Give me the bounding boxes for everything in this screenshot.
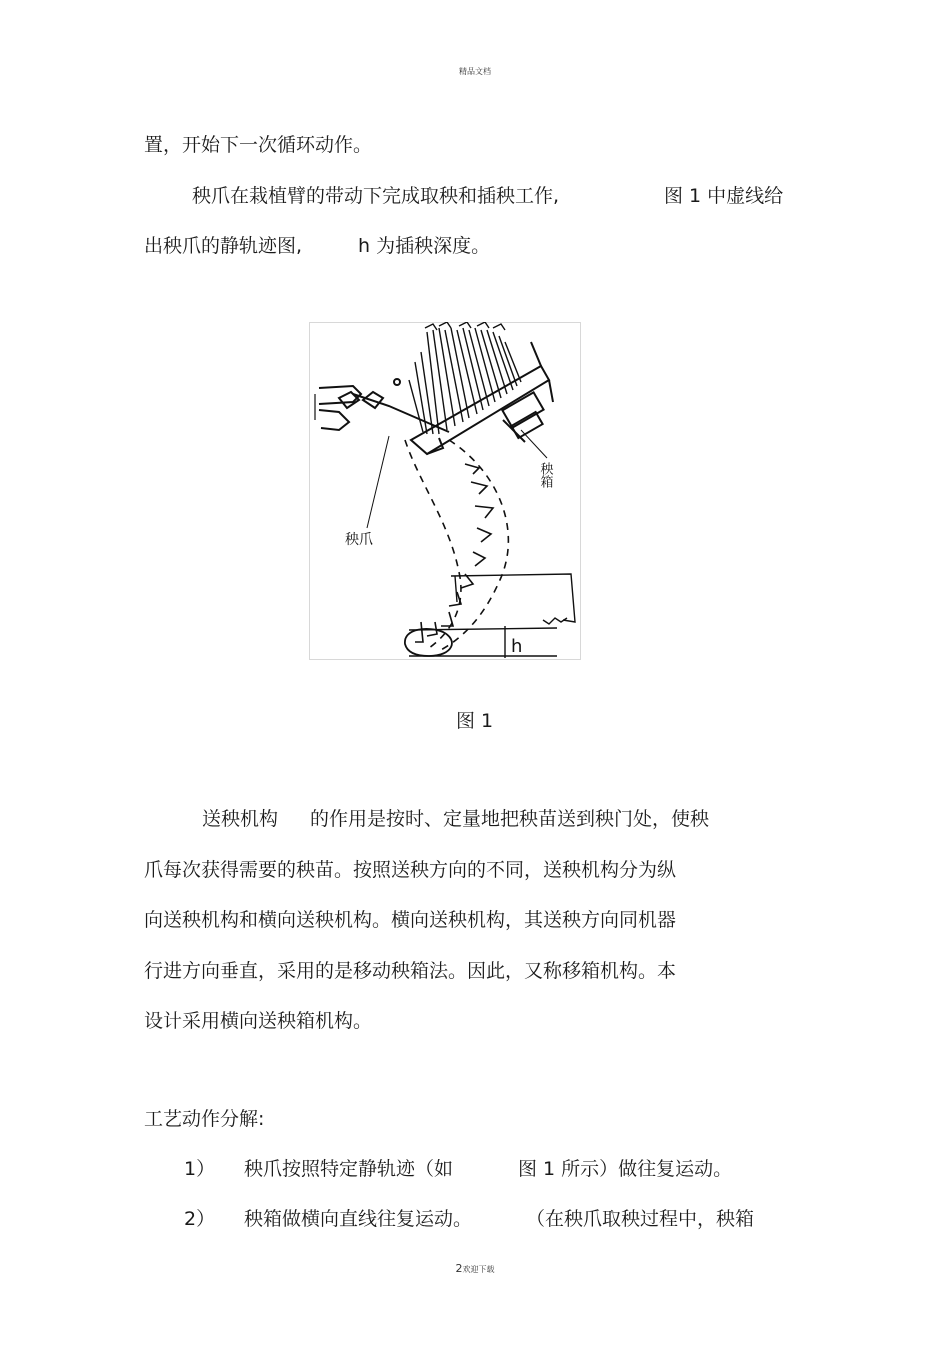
paragraph-3-line-3: 向送秧机构和横向送秧机构。横向送秧机构，其送秧方向同机器 [144,909,677,931]
transplanter-diagram [309,322,581,660]
paragraph-2-line-2b: h 为插秧深度。 [358,235,491,257]
section-heading: 工艺动作分解: [144,1108,265,1130]
page-number: 2 [455,1262,463,1275]
claw-label: 秧爪 [345,532,373,548]
list-item-2-text-b: （在秧爪取秧过程中，秧箱 [526,1208,755,1230]
paragraph-3-line-4: 行进方向垂直，采用的是移动秧箱法。因此，又称移箱机构。本 [144,960,677,982]
paragraph-2-line-2a: 出秧爪的静轨迹图, [144,235,303,257]
list-item-1-text-b: 图 1 所示）做往复运动。 [518,1158,733,1180]
depth-label: h [511,636,523,657]
figure-caption: 图 1 [456,710,494,732]
paragraph-3-line-5: 设计采用横向送秧箱机构。 [144,1010,373,1032]
transplanter-figure [309,322,581,660]
paragraph-2-line-1a: 秧爪在栽植臂的带动下完成取秧和插秧工作, [192,185,560,207]
footer-text: 欢迎下载 [462,1265,495,1274]
paragraph-2-line-1b: 图 1 中虚线给 [664,185,784,207]
list-item-2-number: 2） [184,1208,216,1230]
list-item-1-text-a: 秧爪按照特定静轨迹（如 [244,1158,454,1180]
list-item-1-number: 1） [184,1158,216,1180]
page-header: 精品文档 [459,67,491,76]
seedling-box-label: 秧箱 [537,462,553,488]
paragraph-1-line-1: 置，开始下一次循环动作。 [144,134,373,156]
paragraph-3-line-2: 爪每次获得需要的秧苗。按照送秧方向的不同，送秧机构分为纵 [144,859,677,881]
paragraph-3-line-1b: 的作用是按时、定量地把秧苗送到秧门处，使秧 [310,808,710,830]
list-item-2-text-a: 秧箱做横向直线往复运动。 [244,1208,473,1230]
page-footer [0,1262,950,1275]
paragraph-3-line-1a: 送秧机构 [202,808,279,830]
